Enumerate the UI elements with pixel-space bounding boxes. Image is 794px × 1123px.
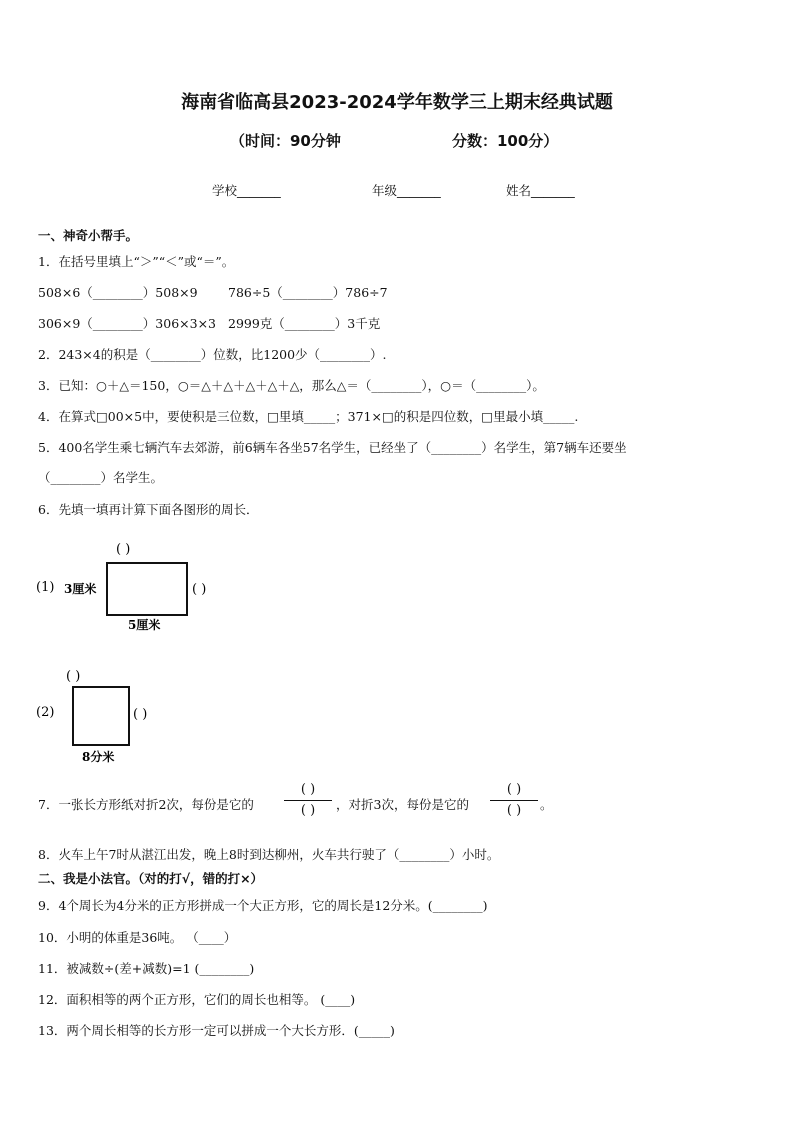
- question-1-row2-left: 306×9（________）306×3×3: [38, 316, 216, 331]
- figure-1-label: (1): [36, 580, 55, 595]
- figure-2-top-blank: ( ): [66, 669, 81, 684]
- fraction-1-denominator: ( ): [300, 803, 316, 818]
- fraction-blank-2: [490, 780, 538, 821]
- rectangle-shape: [107, 563, 187, 615]
- figure-1-rectangle: [30, 535, 280, 635]
- page-title: 海南省临高县2023-2024学年数学三上期末经典试题: [181, 92, 613, 113]
- exam-time: （时间：90分钟: [230, 132, 341, 150]
- fraction-1-numerator: ( ): [300, 782, 316, 797]
- figure-1-top-blank: ( ): [116, 542, 131, 557]
- figure-2-label: (2): [36, 705, 55, 720]
- figure-1-bottom-length: 5厘米: [128, 618, 161, 632]
- question-7-part1: 7．一张长方形纸对折2次，每份是它的: [38, 797, 254, 812]
- question-5-line2: （________）名学生。: [38, 470, 164, 485]
- question-3: 3．已知：○＋△＝150，○＝△＋△＋△＋△＋△，那么△＝（________），○＝（________）。: [38, 378, 545, 393]
- question-1-row2-right: 2999克（________）3千克: [228, 316, 381, 331]
- figure-1-right-blank: ( ): [192, 582, 207, 597]
- question-7-end: 。: [540, 797, 553, 812]
- question-1-row1-right: 786÷5（________）786÷7: [228, 285, 388, 300]
- question-1: 1．在括号里填上“＞”“＜”或“＝”。: [38, 254, 235, 269]
- question-8: 8．火车上午7时从湛江出发，晚上8时到达柳州，火车共行驶了（________）小时。: [38, 847, 500, 862]
- name-field: 姓名_______: [506, 183, 575, 198]
- exam-score: 分数：100分）: [452, 132, 559, 150]
- grade-field: 年级_______: [372, 183, 441, 198]
- figure-2-square: [30, 668, 280, 768]
- question-7-part2: ，对折3次，每份是它的: [336, 797, 469, 812]
- figure-2-right-blank: ( ): [133, 707, 148, 722]
- figure-2-bottom-length: 8分米: [82, 750, 115, 764]
- question-12: 12．面积相等的两个正方形，它们的周长也相等。 (____): [38, 992, 356, 1007]
- fraction-2-denominator: ( ): [506, 803, 522, 818]
- question-11: 11．被减数÷(差+减数)=1 (________): [38, 961, 255, 976]
- fraction-2-numerator: ( ): [506, 782, 522, 797]
- question-9: 9．4个周长为4分米的正方形拼成一个大正方形，它的周长是12分米。(________): [38, 898, 488, 913]
- figure-1-left-length: 3厘米: [64, 582, 97, 596]
- question-5-line1: 5．400名学生乘七辆汽车去郊游，前6辆车各坐57名学生，已经坐了（________）名学生，第7辆车还要坐: [38, 440, 627, 455]
- question-13: 13．两个周长相等的长方形一定可以拼成一个大长方形．(_____): [38, 1023, 395, 1038]
- square-shape: [73, 687, 129, 745]
- question-2: 2．243×4的积是（________）位数，比1200少（________）.: [38, 347, 387, 362]
- school-field: 学校_______: [212, 183, 281, 198]
- question-4: 4．在算式□00×5中，要使积是三位数，□里填_____；371×□的积是四位数，□里最小填_____.: [38, 409, 579, 424]
- fraction-blank-1: [284, 780, 332, 821]
- question-6: 6．先填一填再计算下面各图形的周长．: [38, 502, 259, 517]
- section-2-title: 二、我是小法官。（对的打√，错的打×）: [38, 871, 264, 886]
- section-1-title: 一、神奇小帮手。: [38, 228, 139, 243]
- question-1-row1-left: 508×6（________）508×9: [38, 285, 198, 300]
- question-10: 10．小明的体重是36吨。 （____）: [38, 930, 237, 945]
